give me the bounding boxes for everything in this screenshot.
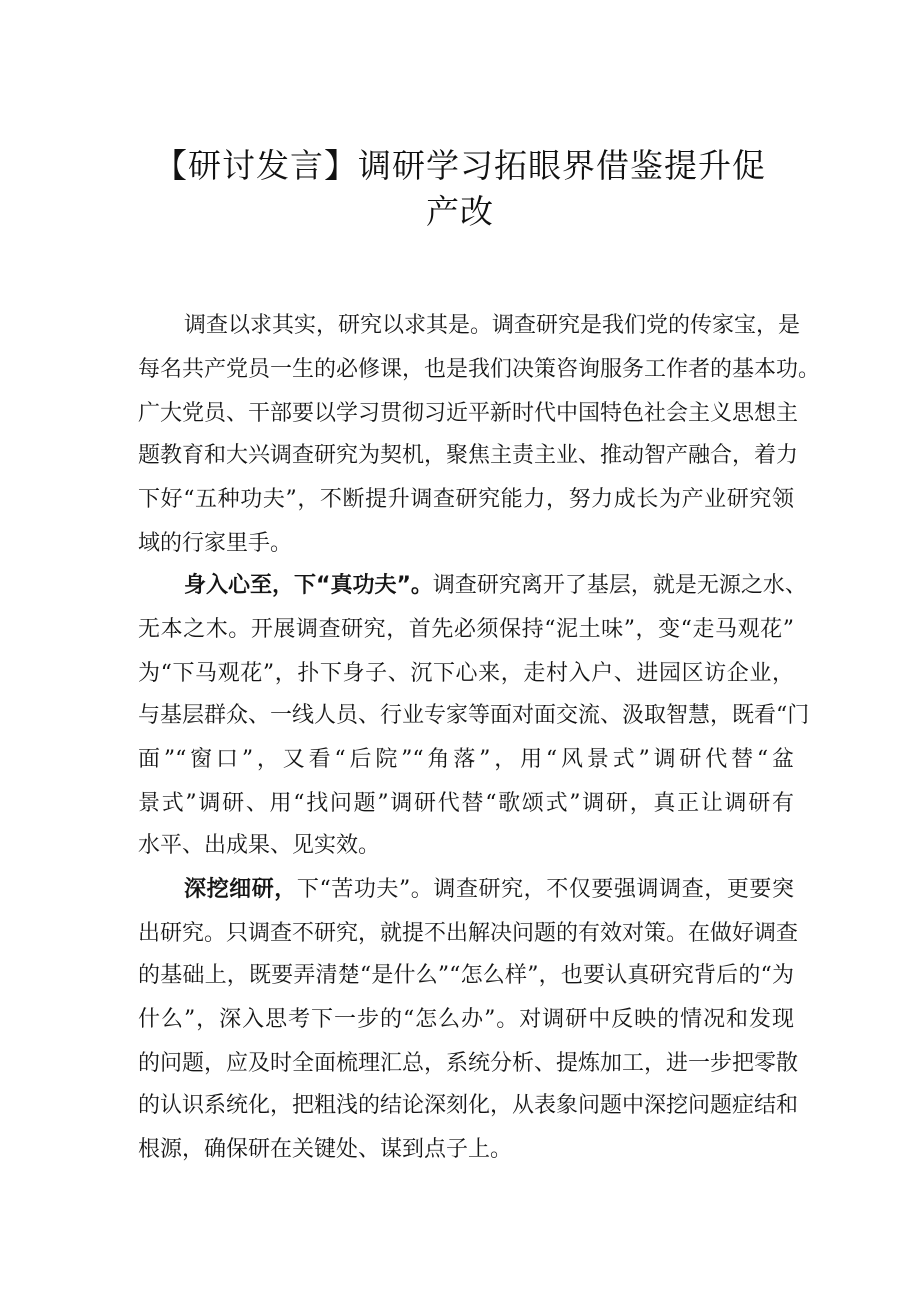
paragraph-line: 的问题，应及时全面梳理汇总，系统分析、提炼加工，进一步把零散 (138, 1051, 799, 1076)
paragraph-line: 下好“五种功夫”，不断提升调查研究能力，努力成长为产业研究领 (138, 487, 794, 512)
paragraph-line: 面”“窗口”，又看“后院”“角落”，用“风景式”调研代替“盆 (138, 747, 794, 772)
paragraph-line: 与基层群众、一线人员、行业专家等面对面交流、汲取智慧，既看“门 (138, 703, 810, 728)
paragraph-line: 域的行家里手。 (138, 531, 293, 556)
paragraph-line: 为“下马观花”，扑下身子、沉下心来，走村入户、进园区访企业， (138, 661, 794, 686)
paragraph-line: 什么”，深入思考下一步的“怎么办”。对调研中反映的情况和发现 (138, 1007, 794, 1032)
paragraph-line: 每名共产党员一生的必修课，也是我们决策咨询服务工作者的基本功。 (138, 357, 821, 382)
document-title-line-1: 【研讨发言】调研学习拓眼界借鉴提升促 (154, 146, 766, 185)
paragraph-line: 根源，确保研在关键处、谋到点子上。 (138, 1137, 513, 1162)
paragraph-line-with-lead (184, 872, 794, 908)
paragraph-line: 景式”调研、用“找问题”调研代替“歌颂式”调研，真正让调研有 (138, 791, 794, 816)
paragraph-line-text: 下“苦功夫”。调查研究，不仅要强调调查，更要突 (296, 877, 794, 902)
paragraph-line-with-lead (184, 568, 807, 604)
paragraph-lead-heading: 身入心至，下“真功夫”。 (184, 573, 433, 598)
paragraph-line: 无本之木。开展调查研究，首先必须保持“泥土味”，变“走马观花” (138, 617, 794, 642)
paragraph-line-text: 调查研究离开了基层，就是无源之水、 (432, 573, 807, 598)
paragraph-line: 题教育和大兴调查研究为契机，聚焦主责主业、推动智产融合，着力 (138, 443, 799, 468)
paragraph-line: 水平、出成果、见实效。 (138, 833, 381, 858)
paragraph-line: 广大党员、干部要以学习贯彻习近平新时代中国特色社会主义思想主 (138, 401, 799, 426)
document-title-line-2: 产改 (426, 192, 494, 231)
paragraph-line: 出研究。只调查不研究，就提不出解决问题的有效对策。在做好调查 (138, 921, 799, 946)
paragraph-line: 的认识系统化，把粗浅的结论深刻化，从表象问题中深挖问题症结和 (138, 1093, 799, 1118)
paragraph-line: 的基础上，既要弄清楚“是什么”“怎么样”，也要认真研究背后的“为 (138, 963, 794, 988)
paragraph-line: 调查以求其实，研究以求其是。调查研究是我们党的传家宝，是 (184, 313, 801, 338)
paragraph-lead-heading: 深挖细研， (184, 877, 297, 902)
